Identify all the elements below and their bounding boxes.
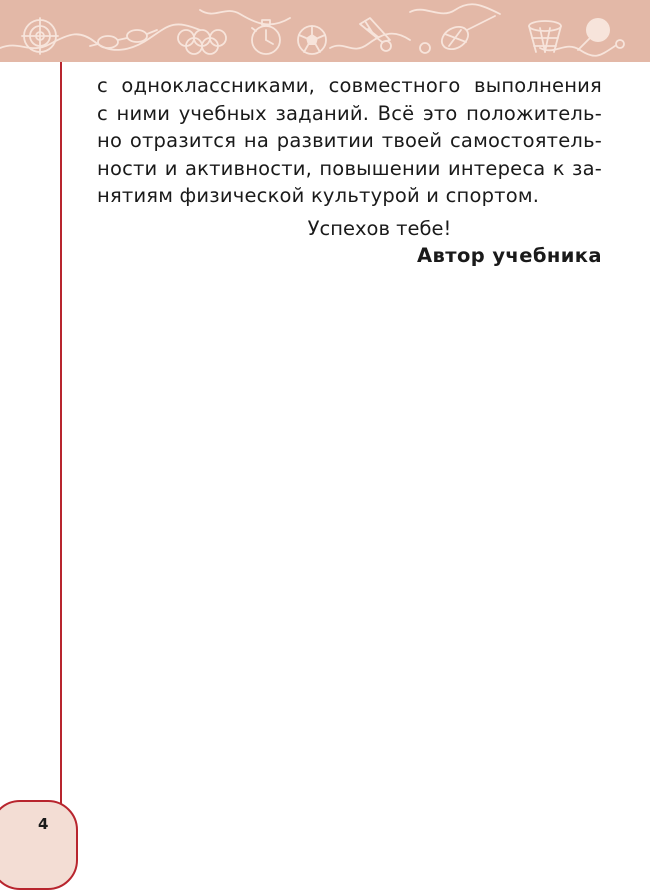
body-paragraph (97, 72, 602, 210)
paragraph-line: с одноклассниками, совместного выполнения (97, 74, 602, 97)
basketball-hoop-icon (529, 21, 561, 52)
author-signature: Автор учебника (417, 244, 602, 267)
paragraph-line: нятиям физической культурой и спортом. (97, 184, 540, 207)
paragraph-line: но отразится на развитии твоей самостоятель- (97, 129, 602, 152)
rings-icon (178, 30, 226, 54)
wave-line-icon (410, 4, 500, 14)
ping-pong-paddle-icon (578, 18, 624, 50)
page-number: 4 (38, 815, 49, 833)
paragraph-line: с ними учебных заданий. Всё это положитель- (97, 101, 602, 125)
wave-line-icon (540, 46, 615, 56)
tennis-racket-icon (420, 16, 495, 54)
greeting-text: Успехов тебе! (307, 217, 452, 240)
page-number-tab (0, 800, 78, 890)
target-icon (22, 18, 58, 54)
wave-line-icon (200, 10, 290, 24)
soccer-ball-icon (298, 26, 326, 54)
stopwatch-icon (252, 20, 280, 54)
sports-icons-strip (0, 0, 650, 62)
header-decoration-band (0, 0, 650, 62)
paragraph-line: ности и активности, повышении интереса к за- (97, 156, 602, 180)
left-margin-line (60, 62, 62, 807)
wave-line-icon (330, 34, 410, 49)
